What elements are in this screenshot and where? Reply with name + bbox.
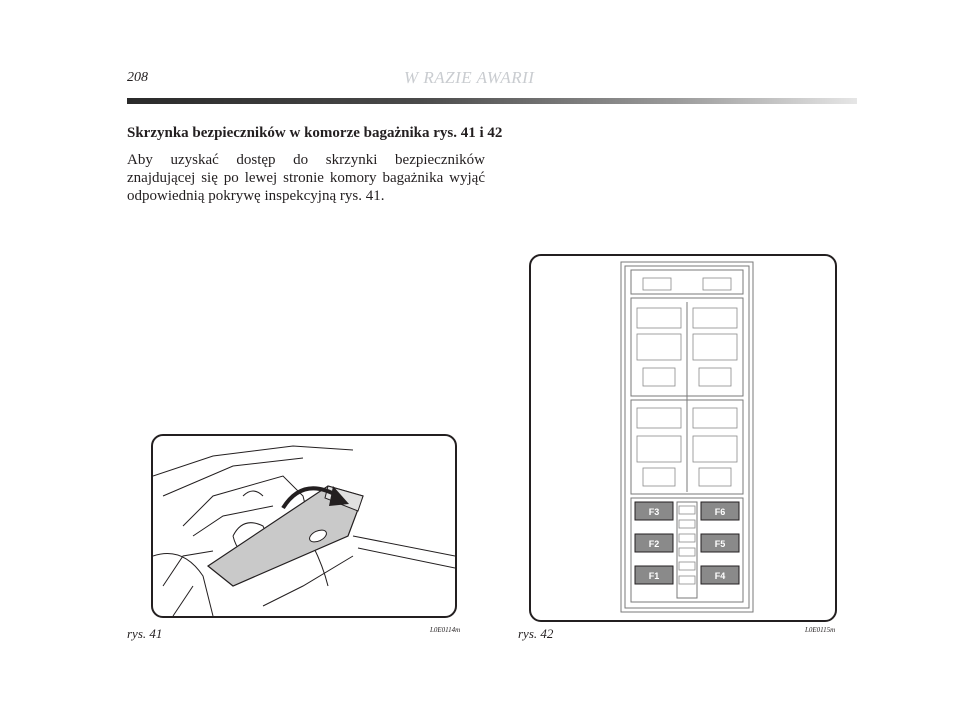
section-heading: Skrzynka bezpieczników w komorze bagażnika rys. 41 i 42 — [127, 125, 503, 141]
fuse-label-f5: F5 — [714, 539, 726, 549]
figure-41-caption: rys. 41 — [127, 626, 163, 641]
section-title: W RAZIE AWARII — [404, 68, 535, 87]
figure-42-code: L0E0115m — [805, 626, 836, 634]
fuse-label-f6: F6 — [714, 507, 726, 517]
trunk-cover-drawing — [153, 436, 455, 616]
figure-41-code: L0E0114m — [430, 626, 461, 634]
header-rule — [127, 98, 857, 104]
figure-42-caption: rys. 42 — [518, 626, 554, 641]
fuse-label-f3: F3 — [648, 507, 660, 517]
fuse-box-drawing — [531, 256, 835, 620]
fuse-label-f1: F1 — [648, 571, 660, 581]
figure-42-fuse-box — [529, 254, 837, 622]
figure-41-illustration — [151, 434, 457, 618]
page-number: 208 — [127, 70, 148, 85]
fuse-label-f2: F2 — [648, 539, 660, 549]
fuse-label-f4: F4 — [714, 571, 726, 581]
body-paragraph: Aby uzyskać dostęp do skrzynki bezpieczników znajdującej się po lewej stronie komory bagażnika wyjąć odpowiednią pokrywę inspekcyjną rys. 41. — [127, 152, 485, 204]
